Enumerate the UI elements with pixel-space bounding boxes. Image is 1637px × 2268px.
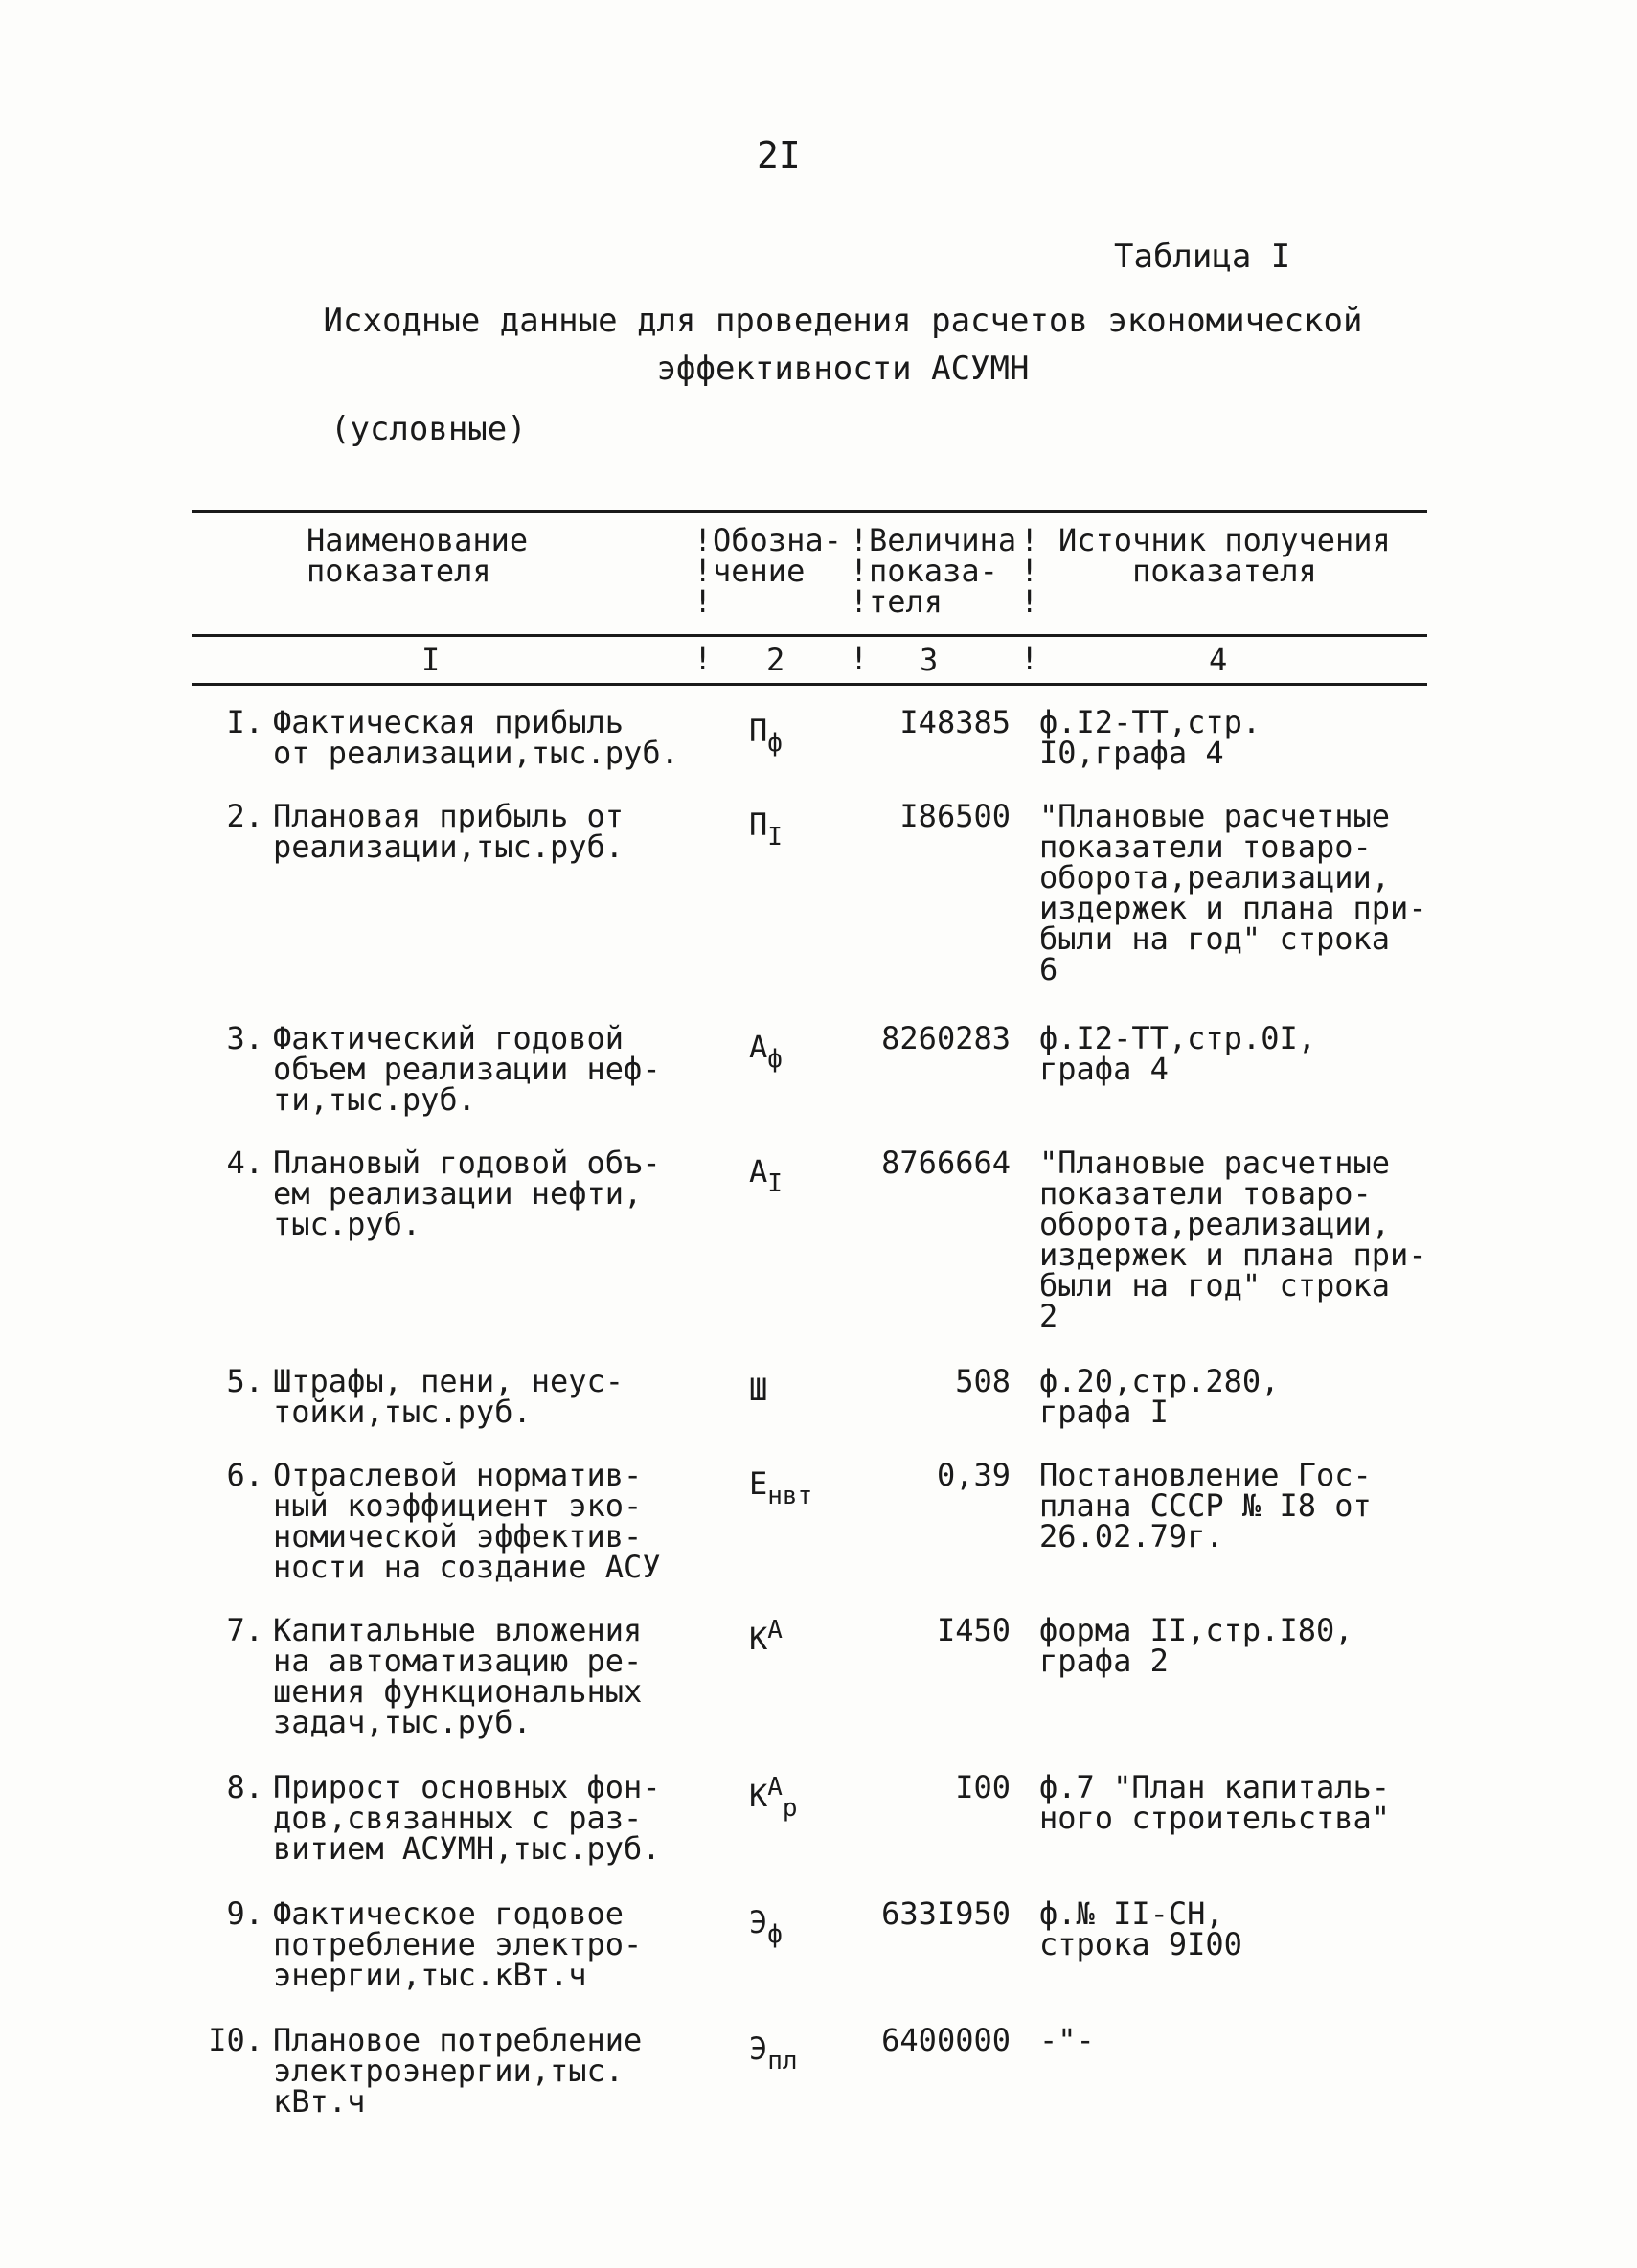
row-value: 8260283 xyxy=(881,1020,1011,1056)
row-index: I. xyxy=(226,704,263,740)
row-symbol: $К^А$ xyxy=(749,1616,783,1657)
row-value: I86500 xyxy=(899,798,1011,834)
row-index: 4. xyxy=(226,1145,263,1181)
column-separator: ! ! ! xyxy=(693,522,713,620)
row-source: ф.I2-ТТ,стр.0I, графа 4 xyxy=(1039,1020,1316,1087)
row-name: Капитальные вложения на автоматизацию ре- шения функциональных задач,тыс.руб. xyxy=(273,1612,643,1740)
table-top-rule xyxy=(192,510,1427,513)
row-value: I450 xyxy=(936,1612,1011,1648)
row-name: Прирост основных фон- дов,связанных с раз- витием АСУМН,тыс.руб. xyxy=(273,1769,661,1867)
row-source: Постановление Гос- плана СССР № I8 от 26.02.79г. xyxy=(1039,1457,1372,1554)
column-numbers-rule xyxy=(192,683,1427,686)
row-index: 3. xyxy=(226,1020,263,1056)
row-symbol: $П_I$ xyxy=(749,806,783,851)
row-symbol: Ш xyxy=(749,1372,768,1408)
table-title: Исходные данные для проведения расчетов экономической эффективности АСУМН xyxy=(323,302,1363,388)
row-index: 5. xyxy=(226,1363,263,1399)
header-source: Источник получения показателя xyxy=(1058,522,1391,589)
row-name: Штрафы, пени, неус- тойки,тыс.руб. xyxy=(273,1363,625,1430)
column-separator: ! xyxy=(1020,641,1039,677)
row-name: Отраслевой норматив- ный коэффициент эко- номической эффектив- ности на создание АСУ xyxy=(273,1457,661,1585)
row-index: 7. xyxy=(226,1612,263,1648)
column-separator: ! xyxy=(693,641,713,677)
column-number-1: I xyxy=(421,642,441,678)
row-value: 6400000 xyxy=(881,2022,1011,2058)
table-label: Таблица I xyxy=(1114,238,1291,276)
row-value: 633I950 xyxy=(881,1895,1011,1932)
row-symbol: $Э_{пл}$ xyxy=(749,2030,798,2075)
row-value: 0,39 xyxy=(936,1457,1011,1493)
row-name: Плановая прибыль от реализации,тыс.руб. xyxy=(273,798,625,865)
row-source: -"- xyxy=(1039,2022,1095,2058)
row-source: ф.20,стр.280, графа I xyxy=(1039,1363,1280,1430)
column-number-3: 3 xyxy=(920,642,939,678)
page-number: 2I xyxy=(757,134,801,176)
row-symbol: $П_ф$ xyxy=(749,713,783,758)
row-name: Фактический годовой объем реализации неф- ти,тыс.руб. xyxy=(273,1020,661,1118)
row-value: I00 xyxy=(955,1769,1011,1805)
header-symbol: Обозна- чение xyxy=(713,522,842,589)
row-source: "Плановые расчетные показатели товаро- оборота,реализации, издержек и плана при- были на год" строка 2 xyxy=(1039,1145,1427,1334)
row-symbol: $К^А_р$ xyxy=(749,1773,798,1823)
row-symbol: $Э_ф$ xyxy=(749,1904,783,1949)
row-name: Плановое потребление электроэнергии,тыс. кВт.ч xyxy=(273,2022,643,2120)
column-separator: ! ! ! xyxy=(850,522,869,620)
row-source: ф.№ II-СН, строка 9I00 xyxy=(1039,1895,1242,1962)
row-name: Плановый годовой объ- ем реализации нефти, тыс.руб. xyxy=(273,1145,661,1242)
row-value: 8766664 xyxy=(881,1145,1011,1181)
column-separator: ! ! ! xyxy=(1020,522,1039,620)
column-number-2: 2 xyxy=(766,642,785,678)
table-subtitle: (условные) xyxy=(330,410,527,448)
row-name: Фактическая прибыль от реализации,тыс.руб. xyxy=(273,704,679,771)
column-separator: ! xyxy=(850,641,869,677)
row-source: "Плановые расчетные показатели товаро- оборота,реализации, издержек и плана при- были на год" строка 6 xyxy=(1039,798,1427,987)
row-symbol: $Е_{нвт}$ xyxy=(749,1465,813,1510)
row-symbol: $А_ф$ xyxy=(749,1029,783,1074)
row-index: I0. xyxy=(208,2022,263,2058)
row-index: 9. xyxy=(226,1895,263,1932)
row-index: 8. xyxy=(226,1769,263,1805)
row-index: 6. xyxy=(226,1457,263,1493)
header-name: Наименование показателя xyxy=(307,522,529,589)
column-number-4: 4 xyxy=(1209,642,1228,678)
header-value: Величина показа- теля xyxy=(869,522,1017,620)
row-source: форма II,стр.I80, графа 2 xyxy=(1039,1612,1353,1679)
header-bottom-rule xyxy=(192,634,1427,637)
row-symbol: $А_I$ xyxy=(749,1153,783,1198)
row-name: Фактическое годовое потребление электро- энергии,тыс.кВт.ч xyxy=(273,1895,643,1993)
row-index: 2. xyxy=(226,798,263,834)
row-value: 508 xyxy=(955,1363,1011,1399)
row-source: ф.I2-ТТ,стр. I0,графа 4 xyxy=(1039,704,1262,771)
row-source: ф.7 "План капиталь- ного строительства" xyxy=(1039,1769,1391,1836)
row-value: I48385 xyxy=(899,704,1011,740)
